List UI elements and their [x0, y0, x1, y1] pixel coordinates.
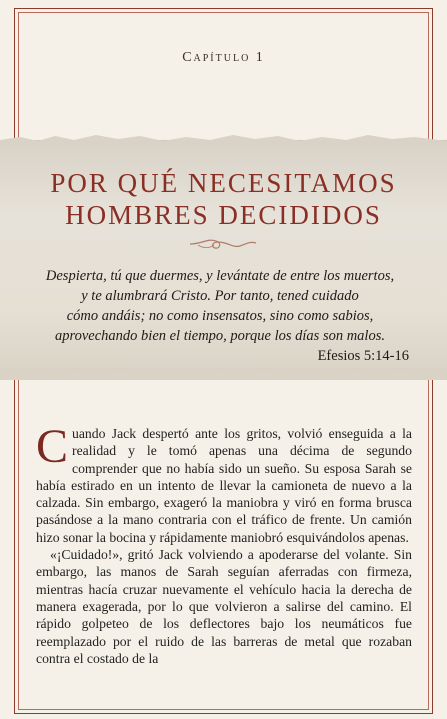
epigraph-line-1: Despierta, tú que duermes, y levántate de entre los muertos,	[45, 268, 395, 284]
drop-cap: C	[36, 420, 69, 473]
paragraph-1-text: uando Jack despertó ante los gritos, volvió enseguida a la realidad y le tomó apenas una décima de segundo comprender que no había sido un sueño. Su esposa Sarah se había estirado en un intento de llevar la camioneta de nuevo a la calzada. Sin embargo, exageró la maniobra y viró en forma brusca pasándose a la mano contraria con el tráfico de frente. Un camión hizo sonar la bocina y rápidamente maniobró esquivándolos apenas.	[36, 426, 412, 545]
chapter-number: Capítulo 1	[182, 50, 265, 65]
chapter-body	[36, 420, 412, 667]
chapter-title-line-1: POR QUÉ NECESITAMOS	[50, 168, 397, 198]
body-paragraph-2: «¡Cuidado!», gritó Jack volviendo a apoderarse del volante. Sin embargo, las manos de Sarah seguían aferradas con firmeza, mientras hacía cruzar nuevamente el vehículo hacia la derecha de manera exagerada, por lo que volvieron a salirse del camino. El rápido golpeteo de los deflectores bajo los neumáticos fue reemplazado por el ruido de las barreras de metal que rozaban contra el costado de la	[36, 547, 412, 666]
epigraph-line-3: cómo andáis; no como insensatos, sino como sabios,	[66, 308, 374, 324]
flourish-ornament-icon	[188, 232, 258, 254]
epigraph-reference: Efesios 5:14-16	[317, 348, 409, 364]
chapter-title-line-2: HOMBRES DECIDIDOS	[65, 200, 382, 230]
body-paragraph-1	[36, 420, 412, 546]
torn-edge-bottom	[0, 368, 447, 382]
epigraph-line-2: y te alumbrará Cristo. Por tanto, tened cuidado	[81, 288, 359, 304]
epigraph-line-4: aprovechando bien el tiempo, porque los días son malos.	[55, 328, 385, 344]
torn-edge-top	[0, 132, 447, 146]
